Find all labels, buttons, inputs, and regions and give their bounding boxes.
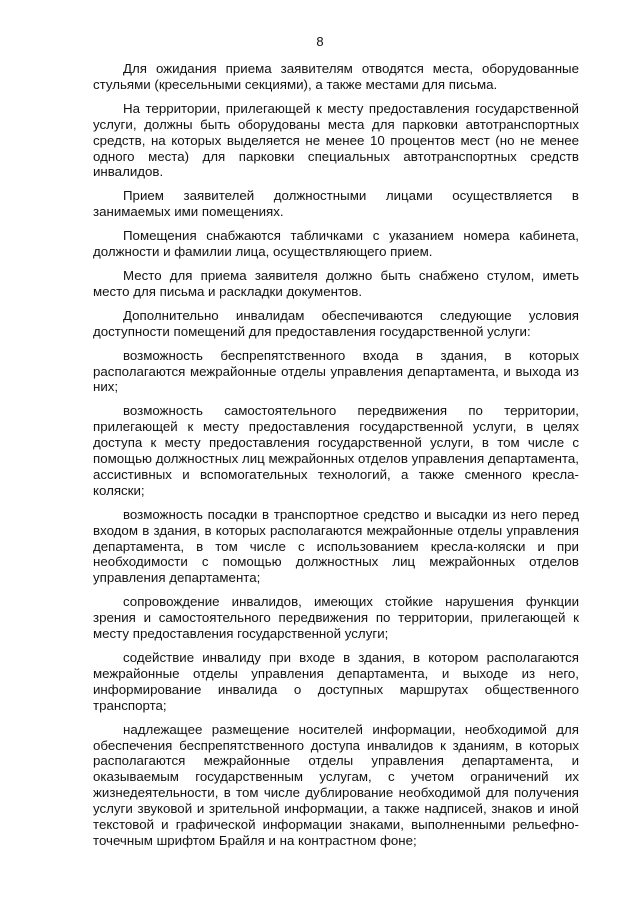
list-item-entrance: возможность беспрепятственного входа в здания, в которых располагаются межрайонные отделы управления департамента, и выхода из них; [93, 347, 579, 395]
list-item-transport: возможность посадки в транспортное средство и высадки из него перед входом в здания, в которых располагаются межрайонные отделы управления департамента, в том числе с использованием кресла-коляски и при необходимости с помощью должностных лиц межрайонных отделов управления департамента; [93, 506, 579, 586]
page-number: 8 [316, 34, 324, 49]
list-item-assistance: содействие инвалиду при входе в здания, в котором располагаются межрайонные отделы управления департамента, и выходе из него, информирование инвалида о доступных маршрутах общественного транспорта; [93, 650, 579, 713]
paragraph-accessibility-intro: Дополнительно инвалидам обеспечиваются следующие условия доступности помещений для предоставления государственной услуги: [93, 307, 579, 339]
list-item-movement: возможность самостоятельного передвижения по территории, прилегающей к месту предоставления государственной услуги, в целях доступа к месту предоставления государственной услуги, в том числе с помощью должностных лиц межрайонных отделов управления департамента, ассистивных и вспомогательных технологий, а также сменного кресла-коляски; [93, 403, 579, 498]
list-item-escort: сопровождение инвалидов, имеющих стойкие нарушения функции зрения и самостоятельного передвижения по территории, прилегающей к месту предоставления государственной услуги; [93, 594, 579, 642]
paragraph-parking: На территории, прилегающей к месту предоставления государственной услуги, должны быть оборудованы места для парковки автотранспортных средств, на которых выделяется не менее 10 процентов мест (но не менее одного места) для парковки специальных автотранспортных средств инвалидов. [93, 100, 579, 180]
paragraph-waiting-area: Для ожидания приема заявителям отводятся места, оборудованные стульями (кресельными секциями), а также местами для письма. [93, 61, 579, 92]
paragraph-reception-rooms: Прием заявителей должностными лицами осуществляется в занимаемых ими помещениях. [93, 188, 579, 220]
paragraph-door-signs: Помещения снабжаются табличками с указанием номера кабинета, должности и фамилии лица, осуществляющего прием. [93, 228, 579, 260]
document-body [93, 61, 579, 857]
paragraph-reception-place: Место для приема заявителя должно быть снабжено стулом, иметь место для письма и раскладки документов. [93, 267, 579, 299]
list-item-information-placement: надлежащее размещение носителей информации, необходимой для обеспечения беспрепятственного доступа инвалидов к зданиям, в которых располагаются межрайонные отделы управления департамента, и оказываемым государственным услугам, с учетом ограничений их жизнедеятельности, в том числе дублирование необходимой для получения услуги звуковой и зрительной информации, а также надписей, знаков и иной текстовой и графической информации знаками, выполненными рельефно-точечным шрифтом Брайля и на контрастном фоне; [93, 721, 579, 848]
